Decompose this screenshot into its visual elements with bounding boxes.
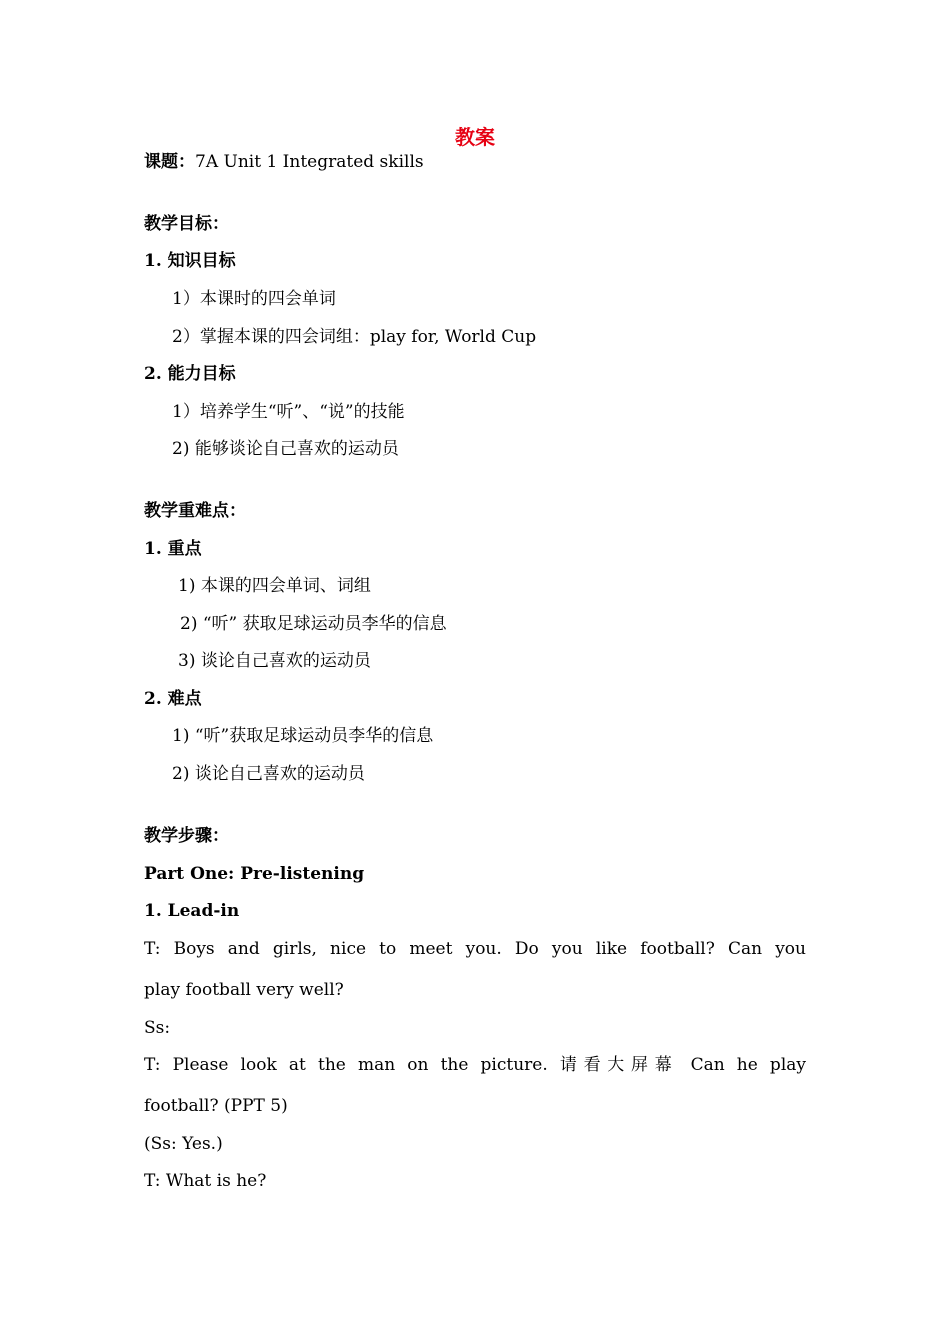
knowledge-item: 1）本课时的四会单词 (172, 289, 336, 309)
lead-in-heading: 1. Lead-in (144, 901, 240, 921)
focus-item: 3) 谈论自己喜欢的运动员 (178, 651, 371, 671)
key-points-heading: 教学重难点： (144, 501, 246, 521)
focus-item: 2) “听” 获取足球运动员李华的信息 (180, 614, 447, 634)
topic-label: 课题： (144, 152, 195, 172)
dialogue-line: football? (PPT 5) (144, 1096, 288, 1116)
dialogue-line: T: Please look at the man on the picture. 请看大屏幕 Can he play (144, 1055, 806, 1075)
ability-item: 1）培养学生“听”、“说”的技能 (172, 402, 405, 422)
dialogue-line: T: What is he? (144, 1171, 267, 1191)
focus-heading: 1. 重点 (144, 539, 202, 559)
topic-value: 7A Unit 1 Integrated skills (195, 152, 424, 172)
dialogue-line: Ss: (144, 1018, 171, 1038)
difficulty-item: 2) 谈论自己喜欢的运动员 (172, 764, 365, 784)
knowledge-heading: 1. 知识目标 (144, 251, 236, 271)
focus-item: 1) 本课的四会单词、词组 (178, 576, 371, 596)
ability-item: 2) 能够谈论自己喜欢的运动员 (172, 439, 399, 459)
dialogue-line: play football very well? (144, 980, 344, 1000)
dialogue-line: T: Boys and girls, nice to meet you. Do you like football? Can you (144, 939, 806, 959)
dialogue-line: (Ss: Yes.) (144, 1134, 223, 1154)
knowledge-item: 2）掌握本课的四会词组：play for, World Cup (172, 327, 537, 347)
ability-heading: 2. 能力目标 (144, 364, 236, 384)
difficulty-heading: 2. 难点 (144, 689, 202, 709)
steps-heading: 教学步骤： (144, 826, 229, 846)
document-title: 教案 (455, 125, 495, 149)
part-one-heading: Part One: Pre-listening (144, 864, 365, 884)
objectives-heading: 教学目标： (144, 214, 229, 234)
difficulty-item: 1) “听”获取足球运动员李华的信息 (172, 726, 434, 746)
topic-line (144, 151, 424, 173)
